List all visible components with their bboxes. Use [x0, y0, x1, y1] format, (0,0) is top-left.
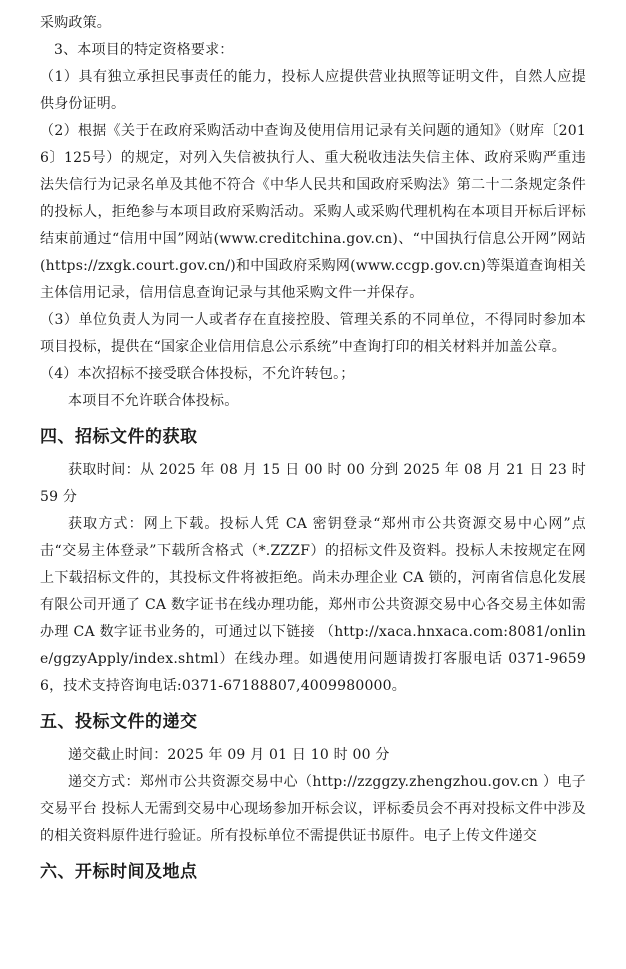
- requirement-3: （3）单位负责人为同一人或者存在直接控股、管理关系的不同单位，不得同时参加本项目投标，提供在“国家企业信用信息公示系统”中查询打印的相关材料并加盖公章。: [40, 312, 586, 355]
- requirements-title: 3、本项目的特定资格要求：: [54, 42, 234, 58]
- requirement-1: （1）具有独立承担民事责任的能力，投标人应提供营业执照等证明文件，自然人应提供身份证明。: [40, 69, 586, 112]
- submit-deadline: 递交截止时间：2025 年 09 月 01 日 10 时 00 分: [68, 747, 390, 763]
- text-line: 采购政策。: [40, 15, 111, 31]
- section-6-heading: 六、开标时间及地点: [40, 862, 198, 882]
- requirement-2: （2）根据《关于在政府采购活动中查询及使用信用记录有关问题的通知》（财库〔2016〕125号）的规定，对列入失信被执行人、重大税收违法失信主体、政府采购严重违法失信行为记录名单及其他不符合《中华人民共和国政府采购法》第二十二条规定条件的投标人，拒绝参与本项目政府采购活动。采购人或采购代理机构在本项目开标后评标结束前通过“信用中国”网站(www.creditchina.gov.cn)、“中国执行信息公开网”网站(https://zxgk.court.gov.cn/)和中国政府采购网(www.ccgp.gov.cn)等渠道查询相关主体信用记录，信用信息查询记录与其他采购文件一并保存。: [40, 123, 586, 301]
- requirement-4: （4）本次招标不接受联合体投标，不允许转包。；: [40, 366, 355, 382]
- section-4-heading: 四、招标文件的获取: [40, 427, 198, 447]
- submit-method: 递交方式：郑州市公共资源交易中心（http://zzggzy.zhengzhou.gov.cn ）电子交易平台 投标人无需到交易中心现场参加开标会议，评标委员会不再对投标文件中涉及的相关资料原件进行验证。所有投标单位不需提供证书原件。电子上传文件递交: [40, 774, 586, 844]
- requirement-note: 本项目不允许联合体投标。: [68, 393, 239, 409]
- section-5-heading: 五、投标文件的递交: [40, 712, 198, 732]
- acquire-time: 获取时间：从 2025 年 08 月 15 日 00 时 00 分到 2025 年 08 月 21 日 23 时 59 分: [40, 462, 586, 505]
- acquire-method: 获取方式：网上下载。投标人凭 CA 密钥登录“郑州市公共资源交易中心网”点击“交易主体登录”下载所含格式（*.ZZZF）的招标文件及资料。投标人未按规定在网上下载招标文件的，其投标文件将被拒绝。尚未办理企业 CA 锁的，河南省信息化发展有限公司开通了 CA 数字证书在线办理功能，郑州市公共资源交易中心各交易主体如需办理 CA 数字证书业务的，可通过以下链接 （http://xaca.hnxaca.com:8081/online/ggzyApply/index.shtml）在线办理。如遇使用问题请拨打客服电话 0371-96596，技术支持咨询电话:0371-67188807,4009980000。: [40, 516, 586, 694]
